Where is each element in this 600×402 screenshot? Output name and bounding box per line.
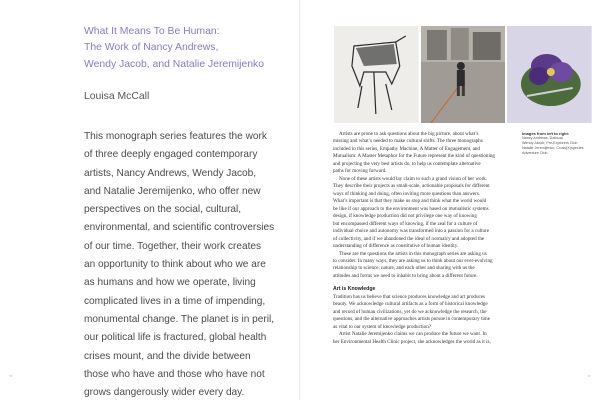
title-line: What It Means To Be Human:	[84, 26, 220, 37]
caption-line: Adventure Club	[522, 151, 548, 156]
body-line: missing and what’s needed to make cultural shifts. The three monographs	[333, 138, 483, 145]
body-line: design, if knowledge production did not privilege one way of knowing	[333, 213, 477, 220]
lede-line: artists, Nancy Andrews, Wendy Jacob,	[84, 167, 257, 179]
body-line: included in this series, Empathy Machine, A Matter of Engagement, and	[333, 145, 480, 152]
body-line: of collectivity, and if we abandoned the ideal of normalcy and adopted the	[333, 235, 485, 242]
body-line: These are the questions the artists in this monograph series are asking us	[339, 250, 487, 257]
body-line: be like if our approach to the environment was based on mutualistic systems	[333, 205, 489, 212]
title-line: Wendy Jacob, and Natalie Jeremijenko	[84, 58, 265, 70]
lede-line: those who have and those who have not	[84, 368, 265, 380]
body-line: and projecting the very best artists do, to help us contemplate alternative	[333, 160, 481, 167]
monograph-title	[84, 24, 294, 73]
body-line: to consider. In many ways, they are asking us to think about our ever-evolving	[333, 257, 493, 264]
author-name: Louisa McCall	[84, 91, 150, 102]
page-folio: x	[10, 373, 12, 378]
lede-line: grows dangerously wider every day.	[84, 387, 245, 399]
lede-line: perspectives on the social, cultural,	[84, 204, 242, 216]
body-line: ways of thinking and doing, often inviting more questions than answers.	[333, 190, 481, 197]
body-line: her Environmental Health Clinic project, she acknowledges the world as it is,	[333, 338, 491, 345]
body-line: relationship to science, nature, and each other and sharing with us the	[333, 265, 475, 272]
section-heading: Art is Knowledge	[333, 286, 376, 293]
body-line: paths for moving forward.	[333, 168, 387, 175]
body-text	[333, 131, 519, 346]
body-line: They describe their projects as small-scale, actionable proposals for different	[333, 183, 490, 190]
lede-line: monumental change. The planet is in peril,	[84, 313, 275, 325]
body-line: and record of human civilizations, yet do we acknowledge the research, the	[333, 308, 487, 315]
left-page	[0, 0, 300, 400]
caption-heading: Images from left to right:	[522, 131, 570, 136]
body-line: but encompassed different ways of knowing, if the zeal for a culture of	[333, 220, 478, 227]
lede-line: environmental, and scientific controversies	[84, 222, 275, 234]
body-line: beauty. We acknowledge cultural artifacts as a form of historical knowledge	[333, 301, 488, 308]
lede-line: an opportunity to think about who we are	[84, 259, 266, 271]
lede-line: This monograph series features the work	[84, 131, 267, 142]
caption-line: Wendy Jacob, Pre-Explorers Club	[522, 141, 578, 146]
figure-image	[421, 26, 506, 123]
caption-line: Natalie Jeremijenko, Cross(X)species	[522, 146, 584, 151]
image-caption	[522, 131, 596, 156]
lede-line: of our time. Together, their work creates	[84, 240, 262, 252]
title-line: The Work of Nancy Andrews,	[84, 42, 219, 54]
body-line: understanding of difference as constitutive of human identity.	[333, 243, 459, 250]
body-line: Artists are prone to ask questions about the big picture, about what’s	[339, 131, 479, 137]
lede-paragraph	[84, 128, 296, 402]
sculpture-image	[334, 26, 419, 123]
lede-line: complicated lives in a time of impending,	[84, 295, 266, 307]
right-page	[300, 0, 600, 400]
body-line: Mutualism: A Master Metaphor for the Future represent the kind of questioning	[333, 153, 495, 160]
body-line: What’s important is that they make us stop and think what the world would	[333, 198, 487, 205]
body-line: questions, and the alternative approaches artists pursue in contemporary time	[333, 316, 491, 323]
body-line: attitudes and forms we need to inhabit to bring about a different future.	[333, 272, 478, 279]
image-strip	[334, 26, 592, 123]
lede-line: our political life is fractured, global health	[84, 332, 267, 344]
lede-line: crises mount, and the divide between	[84, 350, 251, 362]
lede-line: of three deeply engaged contemporary	[84, 149, 258, 161]
caption-line: Nancy Andrews, Dallocai	[522, 136, 563, 141]
page-folio: x	[588, 373, 590, 378]
lede-line: and Natalie Jeremijenko, who offer new	[84, 185, 261, 197]
body-line: None of these artists would lay claim to such a grand vision of her work.	[339, 175, 488, 182]
lede-line: as humans and how we operate, living	[84, 277, 256, 289]
body-line: Artist Natalie Jeremijenko claims we can produce the future we want. In	[339, 331, 487, 338]
flower-image	[507, 26, 592, 123]
body-line: individual choice and autonomy was transformed into a passion for a culture	[333, 228, 490, 235]
body-line: Tradition has us believe that science produces knowledge and art produces	[333, 293, 486, 300]
body-line: as vital to our system of knowledge production?	[333, 323, 432, 330]
